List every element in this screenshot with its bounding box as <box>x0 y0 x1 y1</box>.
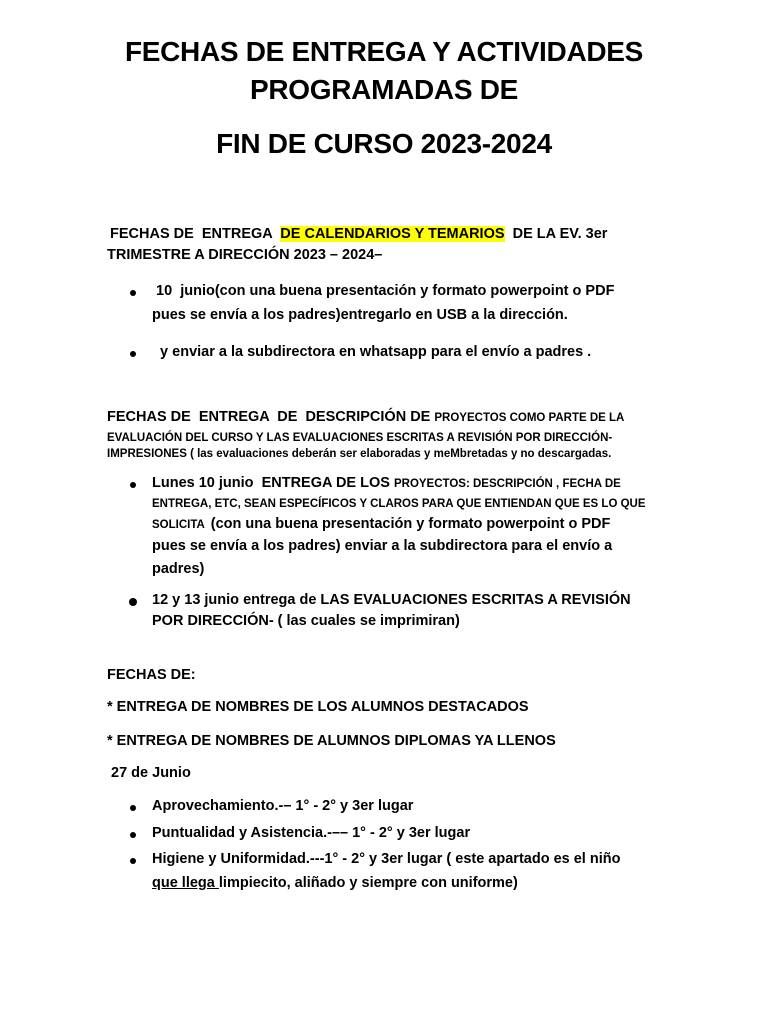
section2-bullet1-line1-big: Lunes 10 junio ENTREGA DE LOS <box>152 475 394 491</box>
bullet-icon <box>130 805 136 811</box>
bullet-icon <box>130 482 136 488</box>
bullet-icon <box>130 832 136 838</box>
section2-line3: IMPRESIONES ( las evaluaciones deberán ser elaboradas y meMbretadas y no descargadas. <box>107 448 612 460</box>
section2-heading-small: PROYECTOS COMO PARTE DE LA <box>434 412 625 424</box>
section3-item1: * ENTREGA DE NOMBRES DE LOS ALUMNOS DESTACADOS <box>107 699 529 715</box>
section3-underlined-text: que llega <box>152 875 219 891</box>
section1-bullet1-line2: pues se envía a los padres)entregarlo en USB a la dirección. <box>152 307 568 323</box>
section1-suffix: DE LA EV. 3er <box>504 226 608 242</box>
section3-item2: * ENTREGA DE NOMBRES DE ALUMNOS DIPLOMAS YA LLENOS <box>107 733 556 749</box>
section2-heading-big: FECHAS DE ENTREGA DE DESCRIPCIÓN DE <box>107 409 435 425</box>
section3-rest-text: limpiecito, aliñado y siempre con uniforme) <box>218 875 518 891</box>
section1-bullet2-line1: y enviar a la subdirectora en whatsapp para el envío a padres . <box>152 344 592 360</box>
section2-bullet1-line1 <box>152 473 621 494</box>
section3-bullet3-line2 <box>152 873 518 893</box>
bullet-icon <box>130 858 136 864</box>
section1-highlight: DE CALENDARIOS Y TEMARIOS <box>280 226 505 242</box>
section2-bullet2-line1: 12 y 13 junio entrega de LAS EVALUACIONES ESCRITAS A REVISIÓN <box>152 592 631 608</box>
section2-bullet2-line2: POR DIRECCIÓN- ( las cuales se imprimiran) <box>152 613 460 629</box>
bullet-icon <box>130 351 136 357</box>
section2-bullet1-line4: pues se envía a los padres) enviar a la subdirectora para el envío a <box>152 538 613 554</box>
section2-line2: EVALUACIÓN DEL CURSO Y LAS EVALUACIONES ESCRITAS A REVISIÓN POR DIRECCIÓN- <box>107 432 613 444</box>
section2-bullet1-line3-big: (con una buena presentación y formato powerpoint o PDF <box>210 516 611 532</box>
document-title-line-1: FECHAS DE ENTREGA Y ACTIVIDADES <box>124 36 644 67</box>
section3-heading: FECHAS DE: <box>107 667 196 683</box>
document-title-line-3: FIN DE CURSO 2023-2024 <box>216 128 552 159</box>
section1-prefix: FECHAS DE ENTREGA <box>106 226 281 242</box>
section3-bullet2: Puntualidad y Asistencia.-–– 1° - 2° y 3er lugar <box>152 825 471 841</box>
section3-bullet1: Aprovechamiento.-– 1° - 2° y 3er lugar <box>152 798 414 814</box>
section2-bullet1-line1-small: PROYECTOS: DESCRIPCIÓN , FECHA DE <box>393 478 621 490</box>
document-title-line-2: PROGRAMADAS DE <box>249 74 519 105</box>
section2-bullet1-line3 <box>152 514 610 535</box>
section1-heading-line-2: TRIMESTRE A DIRECCIÓN 2023 – 2024– <box>107 247 383 263</box>
section2-bullet1-line5: padres) <box>152 561 205 577</box>
bullet-icon <box>130 290 136 296</box>
bullet-icon <box>129 598 137 606</box>
section2-heading <box>107 407 624 428</box>
section1-heading <box>106 224 607 244</box>
section2-bullet1-line3-small: SOLICITA <box>152 519 211 531</box>
section3-date: 27 de Junio <box>107 765 191 781</box>
section3-bullet3: Higiene y Uniformidad.---1° - 2° y 3er lugar ( este apartado es el niño <box>152 851 621 867</box>
section1-bullet1-line1: 10 junio(con una buena presentación y formato powerpoint o PDF <box>152 283 615 299</box>
section2-bullet1-line2: ENTREGA, ETC, SEAN ESPECÍFICOS Y CLAROS PARA QUE ENTIENDAN QUE ES LO QUE <box>152 498 646 510</box>
